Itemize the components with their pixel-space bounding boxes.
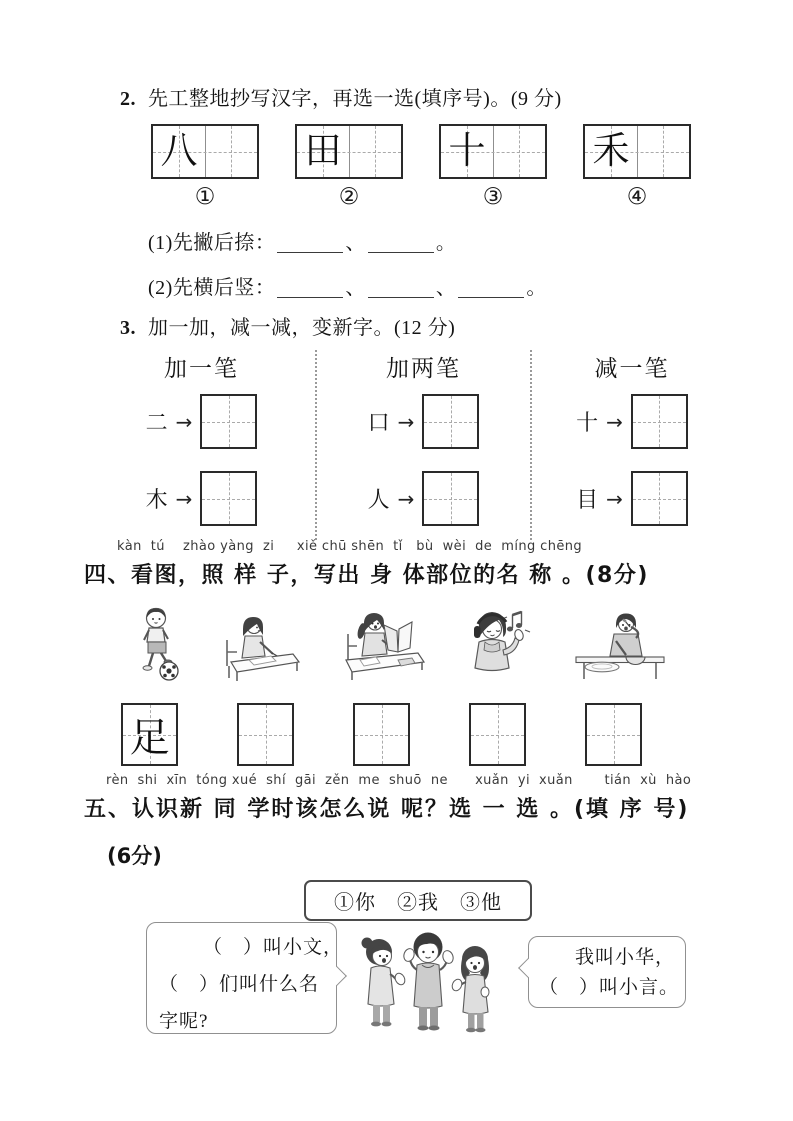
q3-stroke-columns: [88, 350, 732, 540]
circled-number-1: ①: [194, 184, 216, 210]
circled-number-4: ④: [626, 184, 648, 210]
q3-item: [532, 471, 732, 526]
model-character: 禾: [592, 131, 630, 172]
q3-item: [88, 394, 315, 449]
circled-number-3: ③: [482, 184, 504, 210]
sentence-period: 。: [435, 232, 457, 254]
q3-item: [317, 471, 530, 526]
answer-blank[interactable]: [368, 232, 434, 253]
question-3-title: [120, 311, 455, 340]
q3-item: [88, 471, 315, 526]
model-character: 十: [448, 131, 486, 172]
illustration-student-reading: [334, 608, 426, 684]
answer-box[interactable]: [200, 471, 257, 526]
q5-options-text: ①你 ②我 ③他: [334, 892, 502, 914]
question-2-text: 先工整地抄写汉字，再选一选(填序号)。(9 分): [148, 88, 562, 110]
answer-box[interactable]: [631, 471, 688, 526]
q5-pinyin: rèn shi xīn tóng xué shí gāi zěn me shuō ne xuǎn yi xuǎn tián xù hào: [106, 773, 692, 788]
q2-writing-grids: [151, 124, 691, 179]
model-character: 八: [160, 131, 198, 172]
source-character: 目: [576, 487, 599, 512]
circled-number-2: ②: [338, 184, 360, 210]
list-separator: 、: [345, 277, 366, 299]
bubble-tail: [327, 966, 347, 986]
bubble-line: （ ）们叫什么名: [159, 974, 320, 995]
model-character: 田: [304, 131, 342, 172]
right-speech-bubble: [528, 936, 686, 1008]
bubble-line: 我叫小华，: [575, 947, 676, 968]
answer-box[interactable]: [585, 703, 642, 766]
answer-box[interactable]: [422, 471, 479, 526]
column-header: 加一笔: [164, 356, 239, 381]
writing-grid-1: [151, 124, 259, 179]
example-box: [121, 703, 178, 766]
list-separator: 、: [435, 277, 457, 299]
writing-grid-2: [295, 124, 403, 179]
answer-box[interactable]: [631, 394, 688, 449]
illustration-student-writing: [215, 612, 301, 684]
answer-box[interactable]: [200, 394, 257, 449]
illustration-boy-eating: [572, 611, 668, 685]
source-character: 木: [145, 487, 168, 512]
answer-box[interactable]: [422, 394, 479, 449]
question-3-number: 3.: [120, 317, 136, 339]
arrow-icon: →: [606, 409, 623, 434]
q3-column-add-one-stroke: [88, 350, 315, 540]
question-2-title: [120, 82, 562, 111]
question-5-score: (6分): [107, 844, 162, 868]
arrow-icon: →: [175, 486, 193, 511]
answer-blank[interactable]: [368, 277, 434, 298]
question-5-title: 五、认识新 同 学时该怎么说 呢？选 一 选 。(填 序 号): [84, 797, 690, 822]
bubble-line: （ ）叫小文，: [203, 937, 344, 958]
q2-subquestion-2: [148, 271, 547, 300]
q2-subquestion-1: [148, 226, 456, 255]
q4-pinyin: kàn tú zhào yàng zi xiě chū shēn tǐ bù wèi de míng chēng: [117, 539, 583, 554]
q4-answer-boxes: [121, 703, 642, 766]
sentence-period: 。: [526, 277, 547, 299]
column-header: 加两笔: [386, 356, 461, 381]
bubble-tail: [518, 958, 538, 978]
writing-grid-4: [583, 124, 691, 179]
arrow-icon: →: [606, 486, 623, 511]
answer-box[interactable]: [353, 703, 410, 766]
answer-blank[interactable]: [458, 277, 524, 298]
bubble-line: 字呢?: [159, 1011, 209, 1032]
question-2-number: 2.: [120, 88, 136, 110]
question-3-text: 加一加，减一减，变新字。(12 分): [148, 317, 456, 339]
source-character: 十: [576, 410, 599, 435]
answer-box[interactable]: [237, 703, 294, 766]
source-character: 人: [367, 487, 390, 512]
q2-sub2-label: (2)先横后竖：: [148, 277, 276, 299]
left-speech-bubble: [146, 922, 344, 1034]
answer-blank[interactable]: [277, 277, 343, 298]
q2-sub1-label: (1)先撇后捺：: [148, 232, 276, 254]
column-header: 减一笔: [594, 356, 670, 381]
source-character: 口: [367, 410, 390, 435]
illustration-child-listening-music: [455, 604, 533, 684]
bubble-line: （ ）叫小言。: [539, 977, 680, 998]
question-4-title: 四、看图，照 样 子，写出 身 体部位的名 称 。(8分): [84, 563, 649, 588]
q5-options-box: [304, 880, 532, 921]
writing-grid-3: [439, 124, 547, 179]
arrow-icon: →: [397, 486, 415, 511]
q3-column-add-two-strokes: [315, 350, 530, 540]
list-separator: 、: [345, 232, 366, 254]
kids-greeting-illustration: [347, 928, 509, 1048]
q3-item: [317, 394, 530, 449]
q2-grid-number-labels: [151, 184, 691, 210]
answer-blank[interactable]: [277, 232, 343, 253]
source-character: 二: [145, 410, 168, 435]
arrow-icon: →: [397, 409, 415, 434]
illustration-boy-kicking-ball: [131, 605, 183, 683]
q3-column-remove-one-stroke: [530, 350, 732, 540]
q3-item: [532, 394, 732, 449]
arrow-icon: →: [175, 409, 193, 434]
answer-box[interactable]: [469, 703, 526, 766]
example-character: 足: [129, 715, 170, 760]
